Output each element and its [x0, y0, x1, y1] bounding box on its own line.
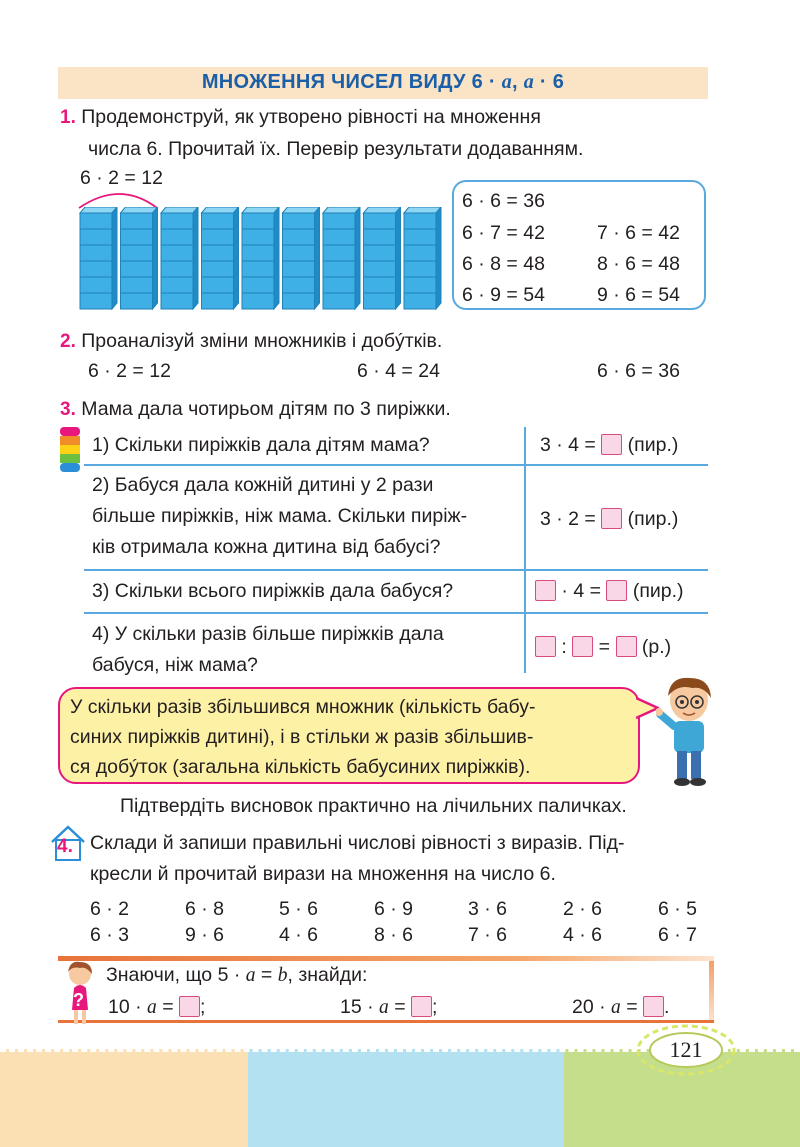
page-title: МНОЖЕННЯ ЧИСЕЛ ВИДУ 6 · a, a · 6	[201, 71, 565, 93]
task3-q2-l1: 2) Бабуся дала кожній дитині у 2 рази	[92, 474, 434, 496]
svg-text:?: ?	[73, 990, 84, 1010]
expr-r2-6: 6 · 7	[658, 924, 698, 946]
table-right-1: 8 · 6 = 48	[597, 253, 680, 275]
table-right-2: 9 · 6 = 54	[597, 284, 680, 306]
cube-stack	[283, 207, 320, 309]
cube-stack	[80, 207, 117, 309]
expr-r1-3: 6 · 9	[374, 898, 414, 920]
task3-q2-l3: ків отримала кожна дитина від бабусі?	[92, 536, 441, 558]
cube-stack	[323, 207, 360, 309]
cube-stack	[364, 207, 401, 309]
cube-stacks	[78, 207, 448, 311]
expr-r1-6: 6 · 5	[658, 898, 698, 920]
task3-a3: · 4 = (пир.)	[535, 580, 684, 603]
table-left-1: 6 · 7 = 42	[462, 222, 545, 244]
expr-r2-1: 9 · 6	[185, 924, 225, 946]
table-left-0: 6 · 6 = 36	[462, 190, 545, 212]
rainbow-difficulty-icon	[58, 425, 82, 475]
cube-stack	[242, 207, 279, 309]
task2-eq-2: 6 · 6 = 36	[597, 360, 680, 382]
expr-r2-3: 8 · 6	[374, 924, 414, 946]
task2-line: 2. Проаналізуй зміни множників і добýтків.	[60, 330, 443, 352]
expr-r1-5: 2 · 6	[563, 898, 603, 920]
expr-r1-2: 5 · 6	[279, 898, 319, 920]
expr-r2-2: 4 · 6	[279, 924, 319, 946]
expr-r2-4: 7 · 6	[468, 924, 508, 946]
bonus-bottom-bar	[58, 1020, 714, 1023]
answer-box[interactable]	[535, 580, 556, 601]
task3-a1: 3 · 4 = (пир.)	[540, 434, 679, 456]
task1-number: 1.	[60, 107, 76, 128]
answer-box[interactable]	[179, 996, 200, 1017]
task3-line: 3. Мама дала чотирьом дітям по 3 пиріжки.	[60, 398, 451, 420]
answer-box[interactable]	[601, 434, 622, 455]
task3-q1: 1) Скільки пиріжків дала дітям мама?	[92, 434, 430, 456]
task1-line2: числа 6. Прочитай їх. Перевір результати додаванням.	[88, 138, 584, 160]
task4-number: 4.	[57, 836, 73, 857]
task3-q4-l2: бабуся, ніж мама?	[92, 654, 258, 676]
task1-example: 6 · 2 = 12	[80, 167, 163, 189]
task3-a2: 3 · 2 = (пир.)	[540, 508, 679, 530]
task4-line1: Склади й запиши правильні числові рівності з виразів. Під-	[90, 832, 625, 854]
table-left-2: 6 · 8 = 48	[462, 253, 545, 275]
boy-character-icon	[656, 676, 722, 788]
answer-box[interactable]	[601, 508, 622, 529]
expr-r1-0: 6 · 2	[90, 898, 130, 920]
task3-q3: 3) Скільки всього пиріжків дала бабуся?	[92, 580, 454, 602]
page-number: 121	[669, 1037, 703, 1062]
cube-stacks-drawing	[78, 207, 448, 311]
confirm-line: Підтвердіть висновок практично на лічильних паличках.	[120, 795, 627, 817]
task3-q4-l1: 4) У скільки разів більше пиріжків дала	[92, 623, 444, 645]
table-right-0: 7 · 6 = 42	[597, 222, 680, 244]
bubble-line1: У скільки разів збільшився множник (кількість бабу-	[70, 696, 536, 718]
answer-box[interactable]	[606, 580, 627, 601]
bonus-line: Знаючи, що 5 · a = b, знайди:	[106, 964, 368, 986]
footer-band-orange	[0, 1049, 248, 1147]
task2-number: 2.	[60, 331, 76, 352]
bubble-line3: ся добýток (загальна кількість бабусиних пиріжків).	[70, 756, 531, 778]
cube-stack	[404, 207, 441, 309]
task3-number: 3.	[60, 399, 76, 420]
task1-line1: 1. Продемонструй, як утворено рівності на множення	[60, 106, 541, 128]
cube-stack	[161, 207, 198, 309]
cube-stack	[121, 207, 158, 309]
girl-question-icon	[62, 960, 98, 1030]
task3-row-line-1	[84, 464, 708, 466]
answer-box[interactable]	[616, 636, 637, 657]
footer-band-blue	[248, 1049, 564, 1147]
bonus-eq-2: 15 · a = ;	[340, 996, 438, 1018]
table-left-3: 6 · 9 = 54	[462, 284, 545, 306]
task3-row-line-2	[84, 569, 708, 571]
bonus-right-bar	[709, 961, 714, 1023]
answer-box[interactable]	[411, 996, 432, 1017]
expr-r2-0: 6 · 3	[90, 924, 130, 946]
task3-row-line-3	[84, 612, 708, 614]
expr-r1-1: 6 · 8	[185, 898, 225, 920]
expr-r2-5: 4 · 6	[563, 924, 603, 946]
task3-a4: : = (р.)	[535, 636, 671, 659]
answer-box[interactable]	[572, 636, 593, 657]
bubble-line2: синих пиріжків дитині), і в стільки ж разів збільшив-	[70, 726, 534, 748]
cube-stack	[202, 207, 239, 309]
expr-r1-4: 3 · 6	[468, 898, 508, 920]
task2-eq-1: 6 · 4 = 24	[357, 360, 440, 382]
task4-line2: кресли й прочитай вирази на множення на число 6.	[90, 863, 556, 885]
bonus-eq-3: 20 · a = .	[572, 996, 670, 1018]
bonus-eq-1: 10 · a = ;	[108, 996, 206, 1018]
answer-box[interactable]	[535, 636, 556, 657]
task3-q2-l2: більше пиріжків, ніж мама. Скільки пиріж-	[92, 505, 468, 527]
task2-eq-0: 6 · 2 = 12	[88, 360, 171, 382]
answer-box[interactable]	[643, 996, 664, 1017]
